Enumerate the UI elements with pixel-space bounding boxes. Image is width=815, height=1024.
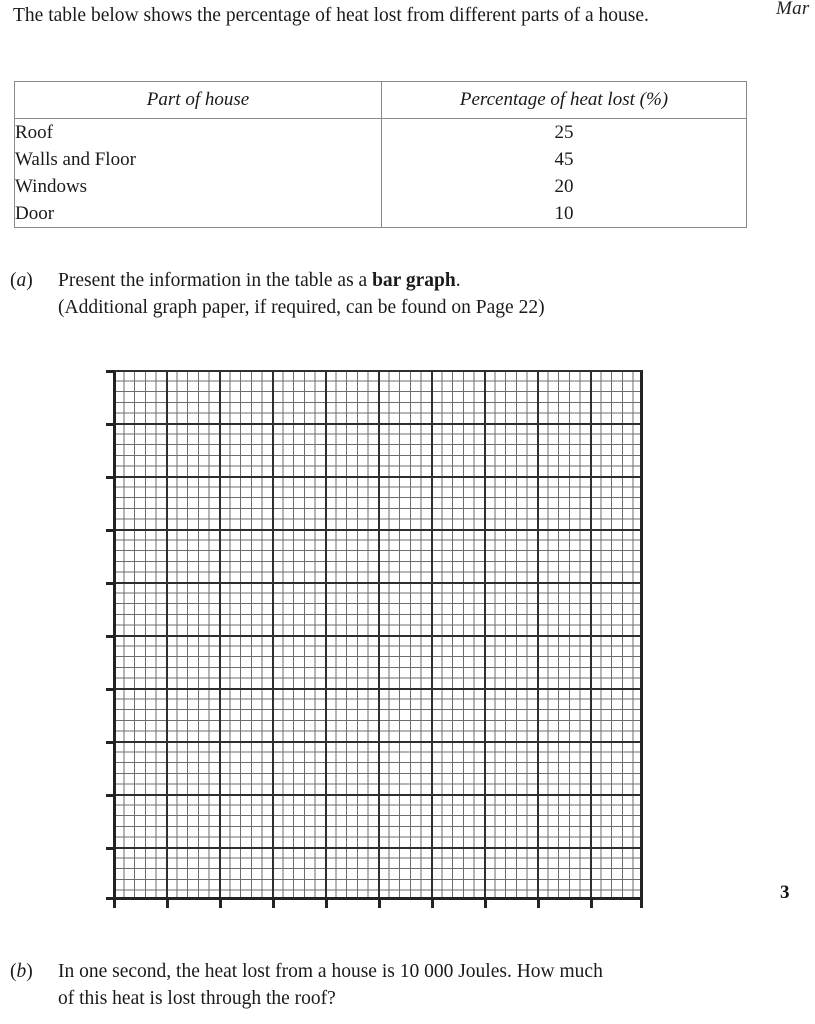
question-b-label	[10, 958, 48, 985]
table-row-percentage: 45	[554, 149, 574, 170]
x-axis-tick	[590, 898, 593, 908]
x-axis-tick	[113, 898, 116, 908]
question-b-line1: In one second, the heat lost from a house is 10 000 Joules. How much	[58, 961, 603, 982]
question-a-body	[58, 267, 710, 321]
table-cell-parts	[15, 119, 382, 228]
x-axis-tick	[431, 898, 434, 908]
y-axis-tick	[106, 370, 115, 373]
y-axis-tick	[106, 529, 115, 532]
table-row-part: Walls and Floor	[15, 149, 136, 170]
table-row-part: Roof	[15, 122, 53, 143]
table-row-part: Door	[15, 203, 55, 224]
y-axis-tick	[106, 794, 115, 797]
question-b-paren-open: (	[10, 961, 17, 982]
y-axis-tick	[106, 741, 115, 744]
table-row-percentage: 20	[554, 176, 574, 197]
question-a-letter: a	[16, 270, 27, 291]
y-axis-tick	[106, 476, 115, 479]
x-axis-tick	[378, 898, 381, 908]
y-axis-tick	[106, 423, 115, 426]
x-axis-tick	[640, 898, 643, 908]
y-axis-tick	[106, 582, 115, 585]
graph-paper[interactable]	[113, 370, 643, 900]
question-a-line1-pre: Present the information in the table as a	[58, 270, 373, 291]
question-b-body	[58, 958, 800, 1012]
intro-paragraph: The table below shows the percentage of heat lost from different parts of a house.	[13, 5, 649, 26]
question-a-line1-bold: bar graph	[372, 270, 456, 291]
table-body-row	[15, 119, 747, 228]
y-axis-tick	[106, 688, 115, 691]
question-part-a	[10, 267, 710, 321]
table-header-row	[15, 82, 747, 119]
question-a-label	[10, 267, 48, 294]
question-a-line1-post: .	[455, 270, 461, 291]
question-b-line2: of this heat is lost through the roof?	[58, 988, 336, 1009]
graph-axes-frame	[113, 370, 643, 900]
marks-column-header: Mar	[776, 0, 810, 19]
table-row-percentage: 25	[554, 122, 574, 143]
x-axis-tick	[537, 898, 540, 908]
marks-value: 3	[780, 882, 790, 903]
table-row-percentage: 10	[554, 203, 574, 224]
x-axis-tick	[325, 898, 328, 908]
table-header-percentage-heat-lost: Percentage of heat lost (%)	[382, 82, 747, 119]
question-b-letter: b	[16, 961, 27, 982]
table-cell-percentages	[382, 119, 747, 228]
x-axis-tick	[484, 898, 487, 908]
table-row-part: Windows	[15, 176, 88, 197]
heat-loss-table	[14, 81, 747, 228]
question-a-paren-open: (	[10, 270, 17, 291]
question-a-line2: (Additional graph paper, if required, can be found on Page 22)	[58, 297, 545, 318]
question-b-paren-close: )	[26, 961, 33, 982]
x-axis-tick	[219, 898, 222, 908]
x-axis-tick	[166, 898, 169, 908]
question-a-paren-close: )	[26, 270, 33, 291]
table-header-part-of-house: Part of house	[15, 82, 382, 119]
y-axis-tick	[106, 847, 115, 850]
y-axis-tick	[106, 635, 115, 638]
x-axis-tick	[272, 898, 275, 908]
question-part-b	[10, 958, 800, 1012]
